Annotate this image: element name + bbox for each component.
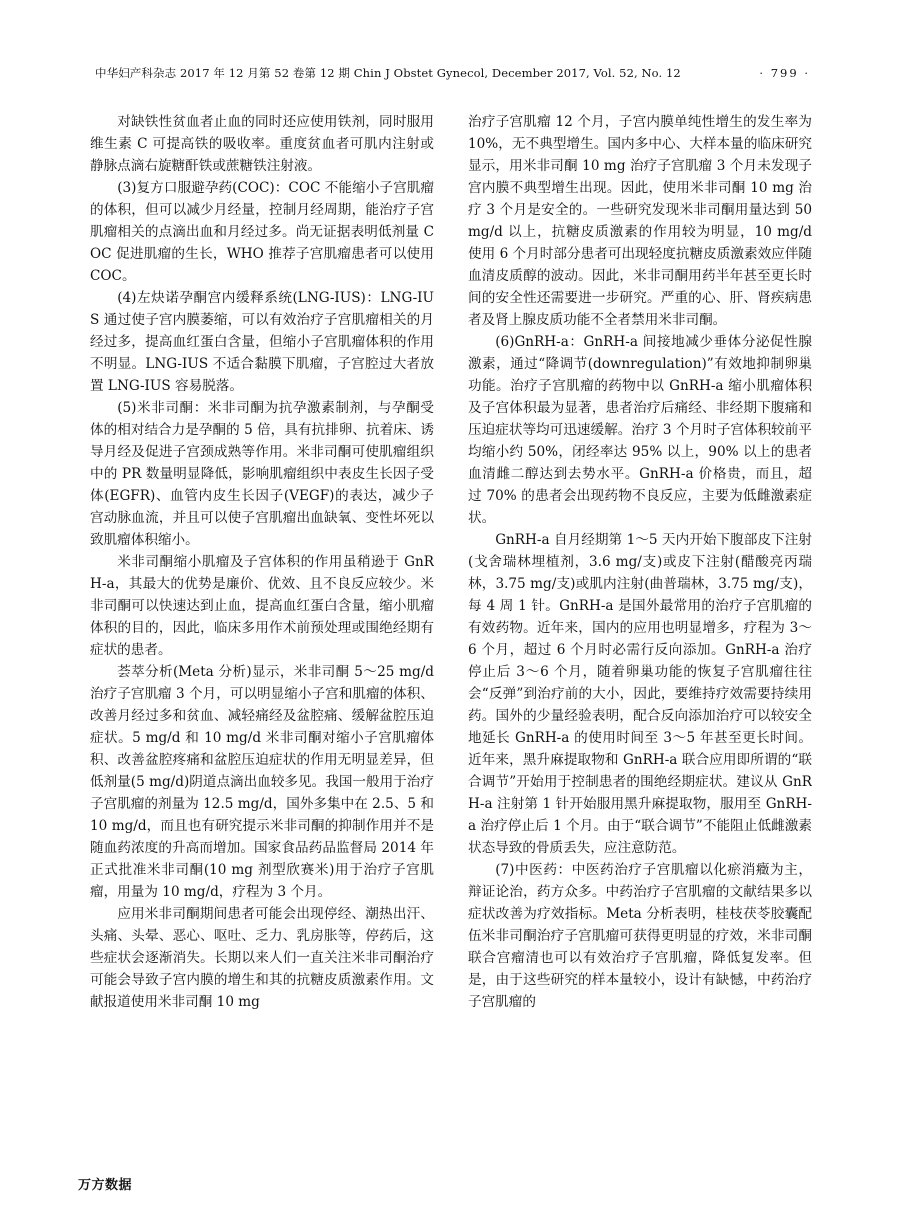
paragraph-side-effects: 应用米非司酮期间患者可能会出现停经、潮热出汗、头痛、头晕、恶心、呕吐、乏力、乳房胀等，停药后，这些症状会逐渐消失。长期以来人们一直关注米非司酮治疗可能会导致子宫内膜的增生和其的抗糖皮质激素作用。文献报道使用米非司酮 10 mg xyxy=(90,906,434,1010)
paragraph-coc: (3)复方口服避孕药(COC)：COC 不能缩小子宫肌瘤的体积，但可以减少月经量，控制月经周期，能治疗子宫肌瘤相关的点滴出血和月经过多。尚无证据表明低剂量 COC 促进肌瘤的生长，WHO 推荐子宫肌瘤患者可以使用 COC。 xyxy=(90,180,434,284)
paragraph-tcm: (7)中医药：中医药治疗子宫肌瘤以化瘀消癥为主，辩证论治，药方众多。中药治疗子宫肌瘤的文献结果多以症状改善为疗效指标。Meta 分析表明，桂枝茯苓胶囊配伍米非司酮治疗子宫肌瘤可获得更明显的疗效，米非司酮联合宫瘤清也可以有效治疗子宫肌瘤，降低复发率。但是，由于这些研究的样本量较小，设计有缺憾，中药治疗子宫肌瘤的 xyxy=(468,862,812,1010)
wanfang-data-watermark: 万方数据 xyxy=(78,1178,133,1193)
body-columns xyxy=(90,111,812,1121)
journal-citation: 中华妇产科杂志 2017 年 12 月第 52 卷第 12 期 Chin J Obstet Gynecol, December 2017, Vol. 52, No. 12 xyxy=(95,66,681,80)
running-header xyxy=(95,64,810,82)
right-column xyxy=(468,111,812,1121)
paragraph-mifepristone: (5)米非司酮：米非司酮为抗孕激素制剂，与孕酮受体的相对结合力是孕酮的 5 倍，具有抗排卵、抗着床、诱导月经及促进子宫颈成熟等作用。米非司酮可使肌瘤组织中的 PR 数量明显降低，影响肌瘤组织中表皮生长因子受体(EGFR)、血管内皮生长因子(VEGF)的表达，减少子宫动脉血流，并且可以使子宫肌瘤出血缺氧、变性坏死以致肌瘤体积缩小。 xyxy=(90,400,434,548)
paragraph-gnrh-a: (6)GnRH-a：GnRH-a 间接地减少垂体分泌促性腺激素，通过“降调节(downregulation)”有效地抑制卵巢功能。治疗子宫肌瘤的药物中以 GnRH-a 缩小肌瘤体积及子宫体积最为显著，患者治疗后痛经、非经期下腹痛和压迫症状等均可迅速缓解。治疗 3 个月时子宫体积较前平均缩小约 50%，闭经率达 95% 以上，90% 以上的患者血清雌二醇达到去势水平。GnRH-a 价格贵，而且，超过 70% 的患者会出现药物不良反应，主要为低雌激素症状。 xyxy=(468,334,812,526)
page-number: · 799 · xyxy=(759,66,810,80)
paragraph-mifepristone-advantages: 米非司酮缩小肌瘤及子宫体积的作用虽稍逊于 GnRH-a，其最大的优势是廉价、优效、且不良反应较少。米非司酮可以快速达到止血，提高血红蛋白含量，缩小肌瘤体积的目的，因此，临床多用作术前预处理或围绝经期有症状的患者。 xyxy=(90,554,434,658)
paragraph-lng-ius: (4)左炔诺孕酮宫内缓释系统(LNG-IUS)：LNG-IUS 通过使子宫内膜萎缩，可以有效治疗子宫肌瘤相关的月经过多，提高血红蛋白含量，但缩小子宫肌瘤体积的作用不明显。LNG-IUS 不适合黏膜下肌瘤，子宫腔过大者放置 LNG-IUS 容易脱落。 xyxy=(90,290,434,394)
paragraph-meta-analysis: 荟萃分析(Meta 分析)显示，米非司酮 5～25 mg/d 治疗子宫肌瘤 3 个月，可以明显缩小子宫和肌瘤的体积、改善月经过多和贫血、减轻痛经及盆腔痛、缓解盆腔压迫症状。5 mg/d 和 10 mg/d 米非司酮对缩小子宫肌瘤体积、改善盆腔疼痛和盆腔压迫症状的作用无明显差异，但低剂量(5 mg/d)阴道点滴出血较多见。我国一般用于治疗子宫肌瘤的剂量为 12.5 mg/d，国外多集中在 2.5、5 和 10 mg/d，而且也有研究提示米非司酮的抑制作用并不是随血药浓度的升高而增加。国家食品药品监督局 2014 年正式批准米非司酮(10 mg 剂型欣赛米)用于治疗子宫肌瘤，用量为 10 mg/d，疗程为 3 个月。 xyxy=(90,664,434,900)
left-column xyxy=(90,111,434,1121)
paragraph-iron-supplement: 对缺铁性贫血者止血的同时还应使用铁剂，同时服用维生素 C 可提高铁的吸收率。重度贫血者可肌内注射或静脉点滴右旋糖酐铁或蔗糖铁注射液。 xyxy=(90,114,434,174)
paragraph-endometrial-safety: 治疗子宫肌瘤 12 个月，子宫内膜单纯性增生的发生率为 10%，无不典型增生。国内多中心、大样本量的临床研究显示，用米非司酮 10 mg 治疗子宫肌瘤 3 个月未发现子宫内膜不典型增生出现。因此，使用米非司酮 10 mg 治疗 3 个月是安全的。一些研究发现米非司酮用量达到 50 mg/d 以上，抗糖皮质激素的作用较为明显，10 mg/d 使用 6 个月时部分患者可出现轻度抗糖皮质激素效应伴随血清皮质醇的波动。因此，米非司酮用药半年甚至更长时间的安全性还需要进一步研究。严重的心、肝、肾疾病患者及肾上腺皮质功能不全者禁用米非司酮。 xyxy=(468,114,812,328)
paragraph-gnrh-a-administration: GnRH-a 自月经期第 1～5 天内开始下腹部皮下注射(戈舍瑞林埋植剂，3.6 mg/支)或皮下注射(醋酸亮丙瑞林，3.75 mg/支)或肌内注射(曲普瑞林，3.75 mg/支)，每 4 周 1 针。GnRH-a 是国外最常用的治疗子宫肌瘤的有效药物。近年来，国内的应用也明显增多，疗程为 3～6 个月，超过 6 个月时必需行反向添加。GnRH-a 治疗停止后 3～6 个月，随着卵巢功能的恢复子宫肌瘤往往会“反弹”到治疗前的大小，因此，要维持疗效需要持续用药。国外的少量经验表明，配合反向添加治疗可以较安全地延长 GnRH-a 的使用时间至 3～5 年甚至更长时间。近年来，黑升麻提取物和 GnRH-a 联合应用即所谓的“联合调节”开始用于控制患者的围绝经期症状。建议从 GnRH-a 注射第 1 针开始服用黑升麻提取物，服用至 GnRH-a 治疗停止后 1 个月。由于“联合调节”不能阻止低雌激素状态导致的骨质丢失，应注意防范。 xyxy=(468,532,812,856)
